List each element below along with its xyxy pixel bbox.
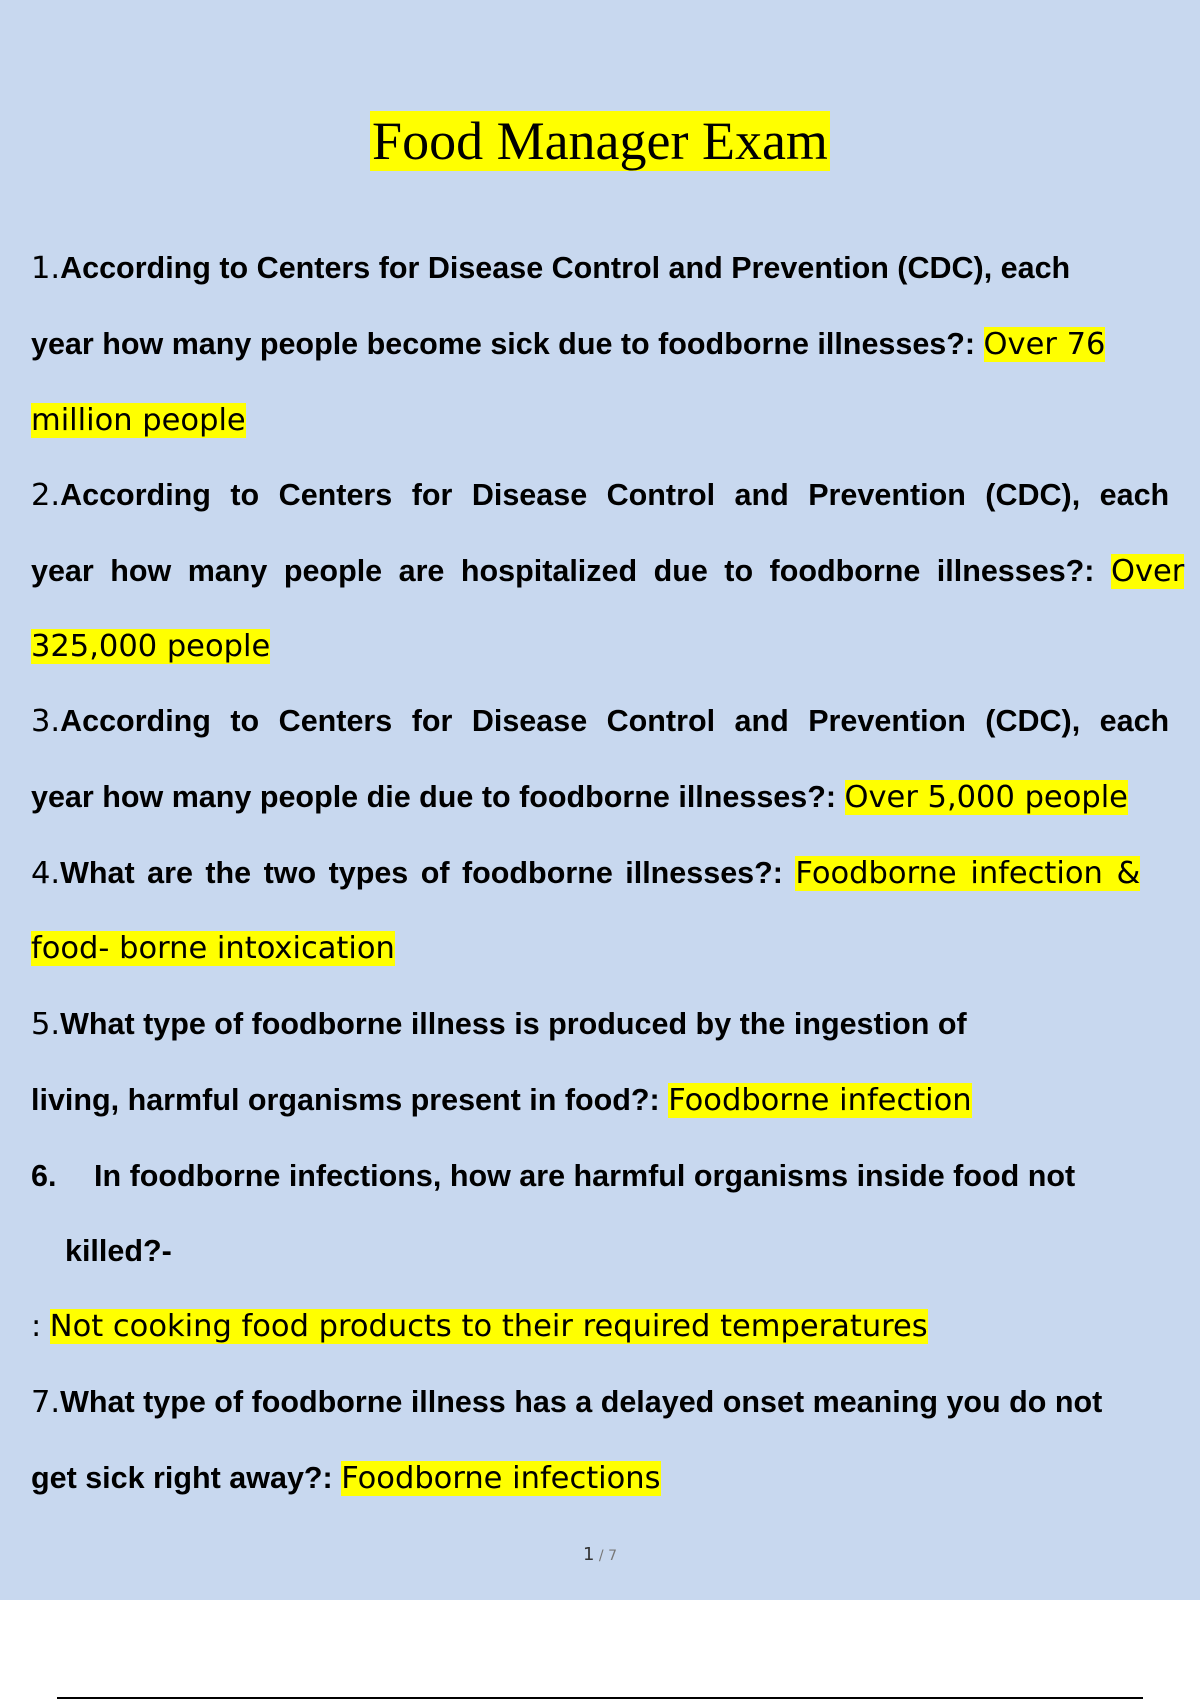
question-number: 5. [31, 1007, 61, 1042]
answer-highlight: million people [31, 403, 246, 438]
question-text: killed?- [65, 1234, 172, 1268]
question-3-line-1 [31, 683, 1200, 760]
answer-2-continued [31, 608, 1200, 685]
question-text: get sick right away?: [31, 1461, 333, 1495]
answer-highlight: Over 76 [983, 327, 1106, 362]
question-number: 1. [31, 251, 61, 286]
question-text: According to Centers for Disease Control and Prevention (CDC), each [60, 251, 1071, 285]
question-number: 6. [31, 1159, 57, 1193]
question-text: According to Centers for Disease Control and Prevention (CDC), each [60, 704, 1170, 738]
question-text: What type of foodborne illness is produced by the ingestion of [60, 1007, 967, 1041]
answer-highlight: Foodborne infection & [795, 856, 1141, 891]
question-2-line-2 [31, 533, 1200, 610]
question-3-line-2 [31, 759, 1200, 836]
answer-highlight: Over 5,000 people [844, 780, 1128, 815]
question-text: living, harmful organisms present in food?: [31, 1083, 660, 1117]
answer-prefix: : [31, 1309, 42, 1344]
question-7-line-1 [31, 1364, 1200, 1441]
answer-highlight: Not cooking food products to their required temperatures [49, 1309, 928, 1344]
question-text: year how many people are hospitalized due to foodborne illnesses?: [31, 554, 1095, 588]
current-page: 1 [583, 1544, 595, 1565]
title-text: Food Manager Exam [372, 111, 828, 171]
question-6-line-2 [65, 1213, 1200, 1289]
question-text: year how many people die due to foodborne illnesses?: [31, 780, 837, 814]
question-2-line-1 [31, 457, 1200, 534]
question-number: 2. [31, 478, 61, 513]
answer-6-line [31, 1288, 1200, 1365]
question-5-line-1 [31, 986, 1200, 1063]
question-number: 3. [31, 704, 61, 739]
question-7-line-2 [31, 1440, 1200, 1517]
question-1-line-2 [31, 306, 1200, 383]
answer-4-continued [31, 910, 1200, 987]
question-6-line-1 [31, 1138, 1200, 1214]
question-text: In foodborne infections, how are harmful organisms inside food not [94, 1159, 1076, 1193]
question-5-line-2 [31, 1062, 1200, 1139]
answer-highlight: Foodborne infections [341, 1461, 661, 1496]
question-text: What are the two types of foodborne illnesses?: [60, 856, 783, 890]
question-4-line-1 [31, 835, 1200, 912]
question-1-line-1 [31, 230, 1200, 307]
answer-highlight: food- borne intoxication [31, 931, 395, 966]
question-text: year how many people become sick due to foodborne illnesses?: [31, 327, 976, 361]
answer-highlight: Foodborne infection [668, 1083, 972, 1118]
document-title [0, 108, 1200, 174]
answer-highlight: Over [1110, 554, 1185, 589]
question-number: 7. [31, 1385, 61, 1420]
total-pages: 7 [608, 1548, 617, 1564]
page-separator: / [598, 1548, 604, 1564]
question-number: 4. [31, 856, 61, 891]
page-indicator [0, 1544, 1200, 1565]
answer-1-continued [31, 382, 1200, 459]
question-text: What type of foodborne illness has a delayed onset meaning you do not [60, 1385, 1103, 1419]
question-text: According to Centers for Disease Control and Prevention (CDC), each [60, 478, 1170, 512]
next-page-divider [57, 1697, 1143, 1699]
answer-highlight: 325,000 people [31, 629, 271, 664]
